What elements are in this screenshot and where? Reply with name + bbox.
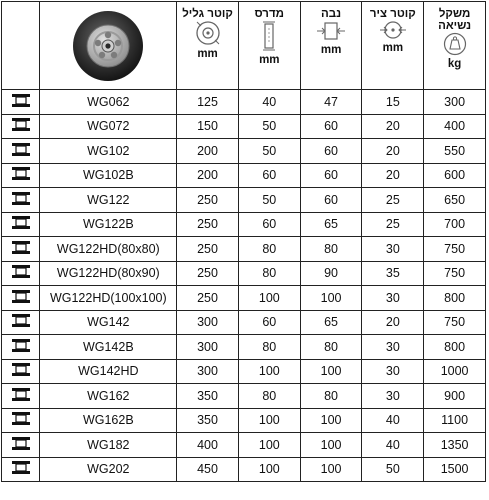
load-capacity-cell: 1350 <box>424 433 486 458</box>
caster-bracket-icon <box>11 166 31 184</box>
load-capacity-cell: 300 <box>424 90 486 115</box>
wheel-diameter-cell: 250 <box>177 286 239 311</box>
spec-table <box>1 1 486 482</box>
axle-diameter-cell: 40 <box>362 408 424 433</box>
load-capacity-cell: 400 <box>424 114 486 139</box>
model-cell: WG102B <box>40 163 177 188</box>
tread-width-cell: 80 <box>238 261 300 286</box>
header-load-capacity-unit: kg <box>447 57 462 70</box>
row-icon-cell <box>2 433 40 458</box>
wheel-photo-icon <box>70 8 146 84</box>
tread-width-cell: 100 <box>238 433 300 458</box>
wheel-diameter-cell: 300 <box>177 335 239 360</box>
weight-icon <box>443 32 467 56</box>
row-icon-cell <box>2 408 40 433</box>
wheel-photo <box>40 3 176 88</box>
header-blank-cell <box>2 2 40 90</box>
hub-length-cell: 100 <box>300 457 362 482</box>
load-capacity-cell: 800 <box>424 335 486 360</box>
load-capacity-cell: 1100 <box>424 408 486 433</box>
load-capacity-cell: 900 <box>424 384 486 409</box>
load-capacity-cell: 800 <box>424 286 486 311</box>
header-hub-length <box>300 2 362 90</box>
hub-length-cell: 60 <box>300 188 362 213</box>
caster-bracket-icon <box>11 215 31 233</box>
hub-length-cell: 100 <box>300 286 362 311</box>
caster-bracket-icon <box>11 436 31 454</box>
header-axle-diameter-unit: mm <box>382 41 404 54</box>
header-hub-length-title: נבה <box>321 7 342 20</box>
wheel-diameter-cell: 300 <box>177 310 239 335</box>
axle-diameter-cell: 30 <box>362 335 424 360</box>
wheel-diameter-cell: 400 <box>177 433 239 458</box>
table-row <box>2 408 486 433</box>
hub-length-cell: 90 <box>300 261 362 286</box>
table-row <box>2 359 486 384</box>
hub-length-cell: 60 <box>300 114 362 139</box>
model-cell: WG102 <box>40 139 177 164</box>
caster-bracket-icon <box>11 338 31 356</box>
table-row <box>2 286 486 311</box>
row-icon-cell <box>2 335 40 360</box>
caster-bracket-icon <box>11 142 31 160</box>
model-cell: WG162 <box>40 384 177 409</box>
axle-diameter-icon <box>378 20 408 40</box>
tread-width-cell: 80 <box>238 384 300 409</box>
header-wheel-diameter-unit: mm <box>197 47 218 60</box>
row-icon-cell <box>2 139 40 164</box>
axle-diameter-cell: 50 <box>362 457 424 482</box>
row-icon-cell <box>2 212 40 237</box>
table-row <box>2 90 486 115</box>
tread-width-cell: 100 <box>238 457 300 482</box>
table-row <box>2 310 486 335</box>
caster-bracket-icon <box>11 93 31 111</box>
wheel-diameter-cell: 150 <box>177 114 239 139</box>
hub-length-cell: 60 <box>300 163 362 188</box>
model-cell: WG202 <box>40 457 177 482</box>
caster-bracket-icon <box>11 387 31 405</box>
table-row <box>2 188 486 213</box>
row-icon-cell <box>2 237 40 262</box>
tread-width-cell: 50 <box>238 139 300 164</box>
model-cell: WG122 <box>40 188 177 213</box>
caster-bracket-icon <box>11 289 31 307</box>
header-hub-length-unit: mm <box>320 43 342 56</box>
row-icon-cell <box>2 310 40 335</box>
hub-length-cell: 100 <box>300 433 362 458</box>
row-icon-cell <box>2 457 40 482</box>
table-row <box>2 163 486 188</box>
wheel-diameter-icon <box>195 20 221 46</box>
table-row <box>2 212 486 237</box>
wheel-diameter-cell: 250 <box>177 237 239 262</box>
tread-width-cell: 50 <box>238 114 300 139</box>
wheel-diameter-cell: 200 <box>177 163 239 188</box>
model-cell: WG142 <box>40 310 177 335</box>
table-row <box>2 114 486 139</box>
wheel-diameter-cell: 200 <box>177 139 239 164</box>
load-capacity-cell: 700 <box>424 212 486 237</box>
row-icon-cell <box>2 90 40 115</box>
hub-length-icon <box>316 20 346 42</box>
wheel-diameter-cell: 350 <box>177 384 239 409</box>
row-icon-cell <box>2 163 40 188</box>
load-capacity-cell: 650 <box>424 188 486 213</box>
axle-diameter-cell: 15 <box>362 90 424 115</box>
caster-bracket-icon <box>11 191 31 209</box>
row-icon-cell <box>2 188 40 213</box>
tread-width-cell: 60 <box>238 310 300 335</box>
caster-bracket-icon <box>11 240 31 258</box>
tread-width-cell: 80 <box>238 237 300 262</box>
table-row <box>2 457 486 482</box>
row-icon-cell <box>2 114 40 139</box>
row-icon-cell <box>2 286 40 311</box>
model-cell: WG142HD <box>40 359 177 384</box>
hub-length-cell: 100 <box>300 408 362 433</box>
table-row <box>2 139 486 164</box>
model-cell: WG122HD(80x90) <box>40 261 177 286</box>
tread-width-icon <box>258 20 280 52</box>
row-icon-cell <box>2 359 40 384</box>
caster-bracket-icon <box>11 313 31 331</box>
wheel-diameter-cell: 125 <box>177 90 239 115</box>
load-capacity-cell: 750 <box>424 261 486 286</box>
load-capacity-cell: 1500 <box>424 457 486 482</box>
wheel-diameter-cell: 250 <box>177 188 239 213</box>
header-tread-width <box>238 2 300 90</box>
axle-diameter-cell: 25 <box>362 188 424 213</box>
axle-diameter-cell: 30 <box>362 384 424 409</box>
caster-bracket-icon <box>11 411 31 429</box>
wheel-diameter-cell: 450 <box>177 457 239 482</box>
tread-width-cell: 100 <box>238 408 300 433</box>
header-axle-diameter <box>362 2 424 90</box>
axle-diameter-cell: 30 <box>362 237 424 262</box>
axle-diameter-cell: 20 <box>362 114 424 139</box>
caster-bracket-icon <box>11 117 31 135</box>
tread-width-cell: 60 <box>238 163 300 188</box>
wheel-diameter-cell: 300 <box>177 359 239 384</box>
axle-diameter-cell: 35 <box>362 261 424 286</box>
axle-diameter-cell: 20 <box>362 139 424 164</box>
load-capacity-cell: 1000 <box>424 359 486 384</box>
model-cell: WG122HD(100x100) <box>40 286 177 311</box>
table-row <box>2 237 486 262</box>
wheel-diameter-cell: 250 <box>177 261 239 286</box>
hub-length-cell: 80 <box>300 237 362 262</box>
model-cell: WG122B <box>40 212 177 237</box>
axle-diameter-cell: 30 <box>362 359 424 384</box>
axle-diameter-cell: 40 <box>362 433 424 458</box>
hub-length-cell: 65 <box>300 310 362 335</box>
tread-width-cell: 100 <box>238 359 300 384</box>
load-capacity-cell: 550 <box>424 139 486 164</box>
axle-diameter-cell: 30 <box>362 286 424 311</box>
model-cell: WG122HD(80x80) <box>40 237 177 262</box>
header-axle-diameter-title: קוטר ציר <box>369 7 416 20</box>
load-capacity-cell: 750 <box>424 237 486 262</box>
hub-length-cell: 47 <box>300 90 362 115</box>
tread-width-cell: 60 <box>238 212 300 237</box>
model-cell: WG182 <box>40 433 177 458</box>
row-icon-cell <box>2 261 40 286</box>
table-row <box>2 335 486 360</box>
wheel-diameter-cell: 350 <box>177 408 239 433</box>
header-load-capacity <box>424 2 486 90</box>
row-icon-cell <box>2 384 40 409</box>
axle-diameter-cell: 20 <box>362 163 424 188</box>
hub-length-cell: 80 <box>300 335 362 360</box>
load-capacity-cell: 750 <box>424 310 486 335</box>
tread-width-cell: 40 <box>238 90 300 115</box>
tread-width-cell: 50 <box>238 188 300 213</box>
header-load-capacity-title: משקל נשיאה <box>438 7 472 32</box>
header-wheel-photo-cell <box>40 2 177 90</box>
hub-length-cell: 65 <box>300 212 362 237</box>
wheel-diameter-cell: 250 <box>177 212 239 237</box>
header-tread-width-unit: mm <box>259 53 280 66</box>
header-row <box>2 2 486 90</box>
caster-bracket-icon <box>11 460 31 478</box>
model-cell: WG072 <box>40 114 177 139</box>
axle-diameter-cell: 25 <box>362 212 424 237</box>
model-cell: WG142B <box>40 335 177 360</box>
table-row <box>2 384 486 409</box>
tread-width-cell: 100 <box>238 286 300 311</box>
table-row <box>2 261 486 286</box>
caster-bracket-icon <box>11 264 31 282</box>
table-row <box>2 433 486 458</box>
header-tread-width-title: מדרס <box>254 7 284 20</box>
hub-length-cell: 100 <box>300 359 362 384</box>
hub-length-cell: 80 <box>300 384 362 409</box>
header-wheel-diameter-title: קוטר גליל <box>182 7 233 20</box>
caster-bracket-icon <box>11 362 31 380</box>
tread-width-cell: 80 <box>238 335 300 360</box>
header-wheel-diameter <box>177 2 239 90</box>
model-cell: WG062 <box>40 90 177 115</box>
load-capacity-cell: 600 <box>424 163 486 188</box>
model-cell: WG162B <box>40 408 177 433</box>
hub-length-cell: 60 <box>300 139 362 164</box>
axle-diameter-cell: 20 <box>362 310 424 335</box>
